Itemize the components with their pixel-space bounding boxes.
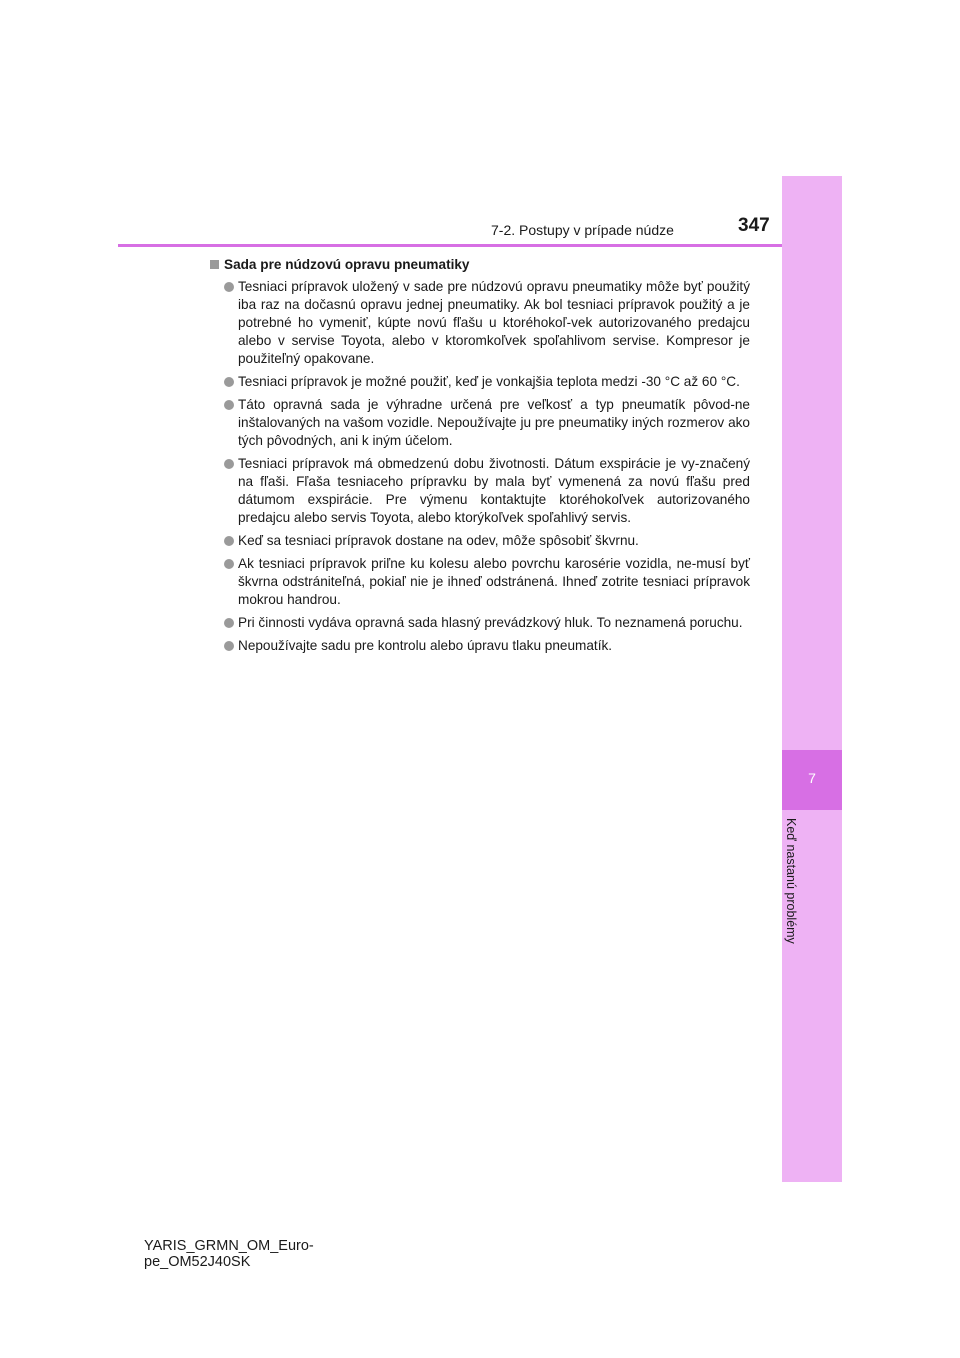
bullet-dot-icon — [224, 618, 234, 628]
bullet-list — [210, 278, 750, 655]
section-heading-text: Sada pre núdzovú opravu pneumatiky — [224, 257, 470, 272]
list-item-text: Keď sa tesniaci prípravok dostane na odev, môže spôsobiť škvrnu. — [238, 533, 639, 548]
list-item-text: Tesniaci prípravok má obmedzenú dobu životnosti. Dátum exspirácie je vy-značený na fľaši. Fľaša tesniaceho prípravku by mala byť vymenená za novú fľašu pred dátumom exspirácie. Pre výmenu kontaktujte ktoréhokoľvek autorizovaného predajcu alebo servis Toyota, alebo ktorýkoľvek spoľahlivý servis. — [238, 456, 750, 525]
list-item-text: Nepoužívajte sadu pre kontrolu alebo úpravu tlaku pneumatík. — [238, 638, 613, 653]
page-number: 347 — [738, 215, 770, 236]
footer-line-2: pe_OM52J40SK — [144, 1254, 251, 1270]
bullet-dot-icon — [224, 400, 234, 410]
bullet-dot-icon — [224, 641, 234, 651]
list-item-text: Tesniaci prípravok uložený v sade pre núdzovú opravu pneumatiky môže byť použitý iba raz na dočasnú opravu jednej pneumatiky. Ak bol tesniaci prípravok použitý a je potrebné ho vymeniť, kúpte novú fľašu u ktoréhokoľ-vek autorizovaného predajcu alebo v servise Toyota, alebo v ktoromkoľvek spoľahlivom servise. Kompresor je použiteľný opakovane. — [238, 279, 750, 366]
bullet-dot-icon — [224, 282, 234, 292]
list-item — [210, 614, 750, 632]
side-tab-upper — [782, 176, 842, 750]
list-item — [210, 396, 750, 450]
chapter-side-tab — [782, 176, 842, 1182]
list-item-text: Pri činnosti vydáva opravná sada hlasný prevádzkový hluk. To neznamená poruchu. — [238, 615, 743, 630]
list-item — [210, 637, 750, 655]
chapter-number: 7 — [782, 750, 842, 810]
square-bullet-icon — [210, 260, 219, 269]
list-item — [210, 373, 750, 391]
list-item-text: Ak tesniaci prípravok priľne ku kolesu alebo povrchu karosérie vozidla, ne-musí byť škvrna odstrániteľná, pokiaľ nie je ihneď odstránená. Ihneď zotrite tesniaci prípravok mokrou handrou. — [238, 556, 750, 607]
list-item-text: Táto opravná sada je výhradne určená pre veľkosť a typ pneumatík pôvod-ne inštalovaných na vašom vozidle. Nepoužívajte ju pre pneumatiky iných rozmerov ako tých pôvodných, ani k iným účelom. — [238, 397, 750, 448]
bullet-dot-icon — [224, 536, 234, 546]
list-item — [210, 455, 750, 527]
document-footer — [144, 1238, 314, 1270]
bullet-dot-icon — [224, 559, 234, 569]
list-item — [210, 278, 750, 368]
footer-line-1: YARIS_GRMN_OM_Euro- — [144, 1238, 314, 1254]
list-item — [210, 555, 750, 609]
list-item — [210, 532, 750, 550]
section-heading — [210, 256, 750, 274]
main-content — [210, 256, 750, 660]
header-rule — [118, 244, 782, 247]
bullet-dot-icon — [224, 459, 234, 469]
list-item-text: Tesniaci prípravok je možné použiť, keď je vonkajšia teplota medzi -30 °C až 60 °C. — [238, 374, 740, 389]
bullet-dot-icon — [224, 377, 234, 387]
chapter-label: Keď nastanú problémy — [784, 818, 798, 944]
section-title: 7-2. Postupy v prípade núdze — [491, 222, 674, 238]
